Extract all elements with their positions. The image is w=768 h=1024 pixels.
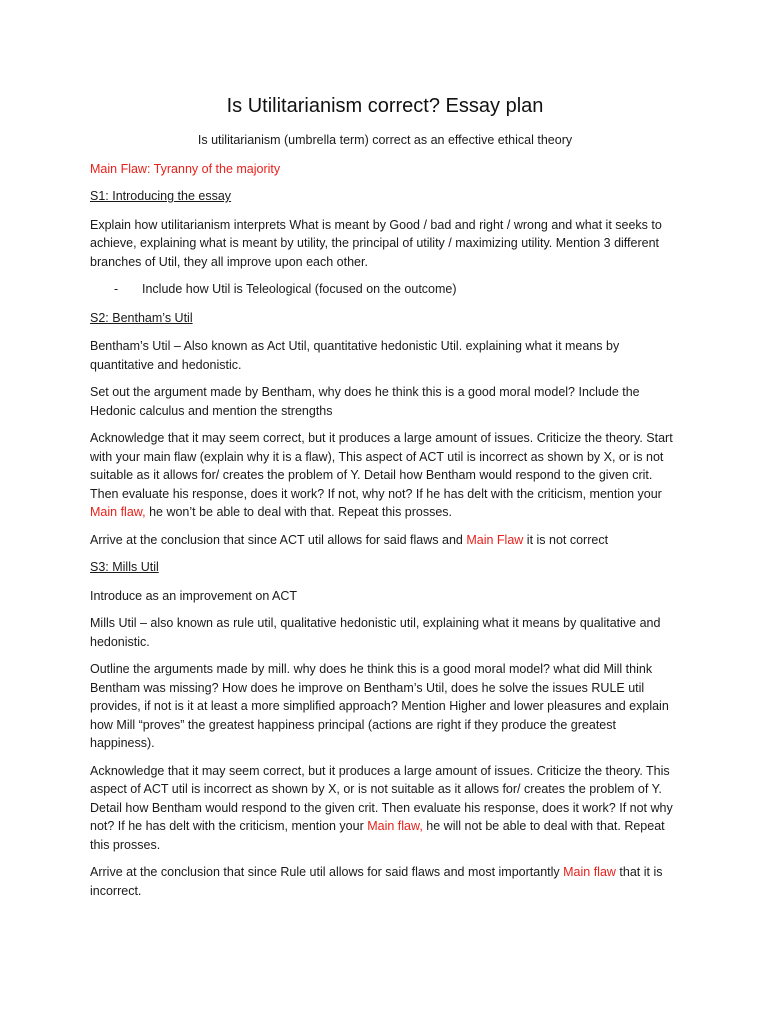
s3-p5-text-a: Arrive at the conclusion that since Rule util allows for said flaws and most importantly: [90, 865, 564, 879]
section-heading-s2: S2: Bentham’s Util: [90, 310, 193, 325]
section-heading-s1: S1: Introducing the essay: [90, 189, 232, 203]
bullet-dash: -: [114, 282, 119, 296]
s2-paragraph-3: [90, 429, 680, 522]
section-heading-s3: S3: Mills Util: [90, 560, 159, 574]
s3-paragraph-5: [90, 863, 680, 900]
s2-p4-main-flaw: Main Flaw: [466, 532, 524, 547]
s3-p4-text-b: he will not be able to deal with that. Repeat this prosses.: [90, 819, 665, 852]
s1-paragraph-1: Explain how utilitarianism interprets What is meant by Good / bad and right / wrong and what it seeks to achieve, explaining what is meant by utility, the principal of utility / maximizing utility. Mention 3 different branches of Util, they all improve upon each other.: [90, 217, 662, 269]
s2-p4-text-b: it is not correct: [523, 532, 609, 547]
s3-paragraph-4: [90, 762, 680, 855]
s1-bullet-item: [114, 280, 680, 299]
s3-p4-text-a: Acknowledge that it may seem correct, but it produces a large amount of issues. Criticize the theory. This aspect of ACT util is incorrect as shown by X, or is not suitable as it allows for/ creates the problem of Y. Detail how Bentham would respond to the given crit. Then evaluate his response, does it work? If not why not? If he has delt with the criticism, mention your: [90, 763, 673, 833]
s2-paragraph-2: Set out the argument made by Bentham, why does he think this is a good moral model? Include the Hedonic calculus and mention the strengths: [90, 385, 640, 418]
s3-paragraph-2: Mills Util – also known as rule util, qualitative hedonistic util, explaining what it means by qualitative and hedonistic.: [90, 616, 661, 649]
s3-paragraph-3: Outline the arguments made by mill. why does he think this is a good moral model? what did Mill think Bentham was missing? How does he improve on Bentham’s Util, does he solve the issues RULE util provides, if not is it at least a more simplified approach? Mention Higher and lower pleasures and explain how Mill “proves” the greatest happiness principal (actions are right if they produce the greatest happiness).: [90, 662, 669, 750]
s2-paragraph-1: Bentham’s Util – Also known as Act Util, quantitative hedonistic Util. explaining what it means by quantitative and hedonistic.: [90, 339, 620, 372]
s3-p5-main-flaw: Main flaw: [563, 865, 616, 879]
s3-p5-text-b: that it is incorrect.: [90, 865, 663, 898]
document-subtitle: Is utilitarianism (umbrella term) correct as an effective ethical theory: [197, 133, 573, 147]
s3-p4-main-flaw: Main flaw,: [367, 819, 423, 833]
s2-p3-text-b: he won’t be able to deal with that. Repeat this prosses.: [145, 505, 453, 519]
main-flaw-line: Main Flaw: Tyranny of the majority: [90, 161, 281, 176]
s1-bullet-text: Include how Util is Teleological (focused on the outcome): [142, 282, 457, 296]
s3-paragraph-1: Introduce as an improvement on ACT: [90, 588, 298, 603]
document-title: Is Utilitarianism correct? Essay plan: [226, 95, 544, 117]
s2-p3-main-flaw: Main flaw,: [90, 505, 146, 519]
s2-p3-text-a: Acknowledge that it may seem correct, but it produces a large amount of issues. Criticize the theory. Start with your main flaw (explain why it is a flaw), This aspect of ACT util is incorrect as shown by X, or is not suitable as it allows for/ creates the problem of Y. Detail how Bentham would respond to the given crit. Then evaluate his response, does it work? If not, why not? If he has delt with the criticism, mention your: [90, 431, 673, 501]
s2-p4-text-a: Arrive at the conclusion that since ACT util allows for said flaws and: [90, 532, 467, 547]
s2-paragraph-4: [90, 531, 680, 550]
